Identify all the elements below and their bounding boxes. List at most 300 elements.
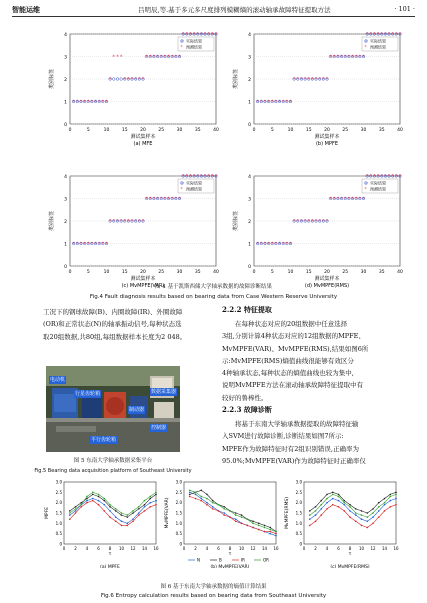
y-tick-label: 2 [64,78,67,83]
predicted-point: * [384,32,387,38]
text-line: 3组,分别计算4种状态对应的12组数据的MPFE、 [222,332,365,341]
data-point [223,508,225,510]
data-point [235,520,237,522]
data-point [389,500,391,502]
predicted-point: * [314,77,318,83]
data-point [235,514,237,516]
predicted-point: * [167,196,170,203]
y-axis-label: 类别标签 [233,68,239,90]
fig5-caption-en: Fig.5 Bearing data acquisition platform of Southeast University [34,468,192,474]
y-axis-label: 类别标签 [49,210,55,232]
data-point [338,506,340,508]
x-axis-label: 测试集样本 [314,134,340,140]
data-point [109,506,111,508]
y-tick-label: 2 [64,220,67,225]
x-axis-label: 测试集样本 [130,276,156,282]
right-paragraph-2 [222,418,390,467]
data-point [98,500,100,502]
data-point [326,502,328,504]
y-tick-label: 4 [64,33,67,38]
data-point [121,514,123,516]
data-point [384,502,386,504]
predicted-point: * [398,174,402,180]
predicted-point: * [351,54,354,61]
data-point [69,512,71,514]
data-point [86,502,88,504]
data-point [80,506,82,508]
predicted-point: * [395,32,398,38]
data-point [320,514,322,516]
right-paragraph-1 [222,318,390,404]
data-point [361,514,363,516]
y-tick-label: 1.5 [295,510,302,516]
y-tick-label: 0.5 [295,531,302,537]
data-point [69,510,71,512]
data-point [189,492,191,494]
y-tick-label: 1.5 [175,510,182,516]
data-point [309,518,311,520]
label-controller: 控制器 [151,425,167,431]
data-point [75,510,77,512]
predicted-point: * [108,77,112,83]
data-point [144,506,146,508]
x-tick-label: 35 [378,128,385,133]
predicted-point: * [119,54,123,61]
data-point [144,504,146,506]
legend-marker-pred: * [364,45,367,51]
predicted-point: * [152,196,156,203]
predicted-point: * [134,77,137,83]
legend-marker-pred: * [364,187,367,193]
data-point [126,523,128,525]
data-point [212,508,214,510]
data-point [69,518,71,520]
legend-label-pred: 预测结果 [186,44,202,50]
data-point [355,512,357,514]
predicted-point: * [211,174,214,180]
y-tick-label: 0 [59,541,62,547]
x-tick-label: 10 [103,270,110,275]
predicted-point: * [369,32,373,38]
predicted-point: * [90,241,94,248]
y-axis-label: 类别标签 [49,68,55,90]
predicted-point: * [274,99,278,106]
data-point [343,510,345,512]
predicted-point: * [322,77,325,83]
fig5-caption-cn: 图 5 东南大学轴承数据采集平台 [73,458,153,464]
data-point [264,527,266,529]
predicted-point: * [189,32,192,38]
label-data-collector: 数据采集器 [151,389,177,395]
text-line: 示:MvMPFE(RMS)熵值曲线很能够有效区分 [222,356,354,365]
x-tick-label: 35 [194,270,201,275]
data-point [235,512,237,514]
predicted-point: * [87,241,90,248]
data-point [189,489,191,491]
legend-label-pred: 预测结果 [186,186,202,192]
data-point [126,514,128,516]
y-tick-label: 1 [64,242,67,248]
x-tick-label: 12 [250,546,256,551]
plot-frame [64,482,156,544]
data-point [138,514,140,516]
predicted-point: * [369,174,373,180]
data-point [189,496,191,498]
predicted-point: * [354,196,358,203]
x-tick-label: 25 [342,128,349,133]
predicted-point: * [87,99,90,106]
predicted-point: * [267,99,270,106]
panel-caption: (c) MvMPFE(VAR) [121,283,165,289]
x-tick-label: 0 [68,128,72,133]
y-tick-label: 1.0 [175,520,182,526]
data-point [384,504,386,506]
predicted-point: * [351,196,354,203]
data-point [132,512,134,514]
predicted-point: * [152,54,156,61]
y-tick-label: 0.5 [175,531,182,537]
data-point [349,506,351,508]
data-point [155,492,157,494]
data-point [326,508,328,510]
fig6-panel-c [282,478,400,568]
x-tick-label: 30 [360,270,367,275]
predicted-point: * [149,196,152,203]
data-point [132,510,134,512]
predicted-point: * [303,77,307,83]
data-point [195,494,197,496]
data-point [138,512,140,514]
data-point [258,525,260,527]
fig6-caption-en: Fig.6 Entropy calculation results based on bearing data from Southeast University [100,593,327,599]
data-point [355,508,357,510]
predicted-point: * [376,174,380,180]
data-point [212,506,214,508]
text-line: 入SVM进行故障诊断,诊断结果如图7所示: [222,432,344,441]
data-point [86,498,88,500]
predicted-point: * [373,174,376,180]
x-tick-label: 14 [141,546,148,551]
predicted-point: * [285,99,289,106]
data-point [132,520,134,522]
y-axis-label: MvMPFE(RMS) [285,497,290,529]
predicted-point: * [138,77,141,83]
fig5-photo [46,366,180,452]
predicted-point: * [207,32,210,38]
data-point [349,516,351,518]
text-line: MvMPFE(VAR)、MvMPFE(RMS),结果如图6所 [222,344,369,353]
panel-caption: (a) MFE [133,141,153,147]
y-tick-label: 2 [248,220,251,225]
predicted-point: * [90,99,94,106]
predicted-point: * [192,32,196,38]
predicted-point: * [358,54,362,61]
y-tick-label: 4 [64,175,67,180]
predicted-point: * [105,99,108,106]
data-point [92,492,94,494]
predicted-point: * [256,99,259,106]
data-point [315,506,317,508]
x-tick-label: 30 [176,270,183,275]
data-point [315,514,317,516]
predicted-point: * [130,77,134,83]
predicted-point: * [211,32,214,38]
data-point [223,512,225,514]
y-tick-label: 0 [248,123,251,128]
y-tick-label: 0 [299,541,302,547]
predicted-point: * [387,174,391,180]
predicted-point: * [260,241,263,248]
x-tick-label: 16 [393,546,399,551]
text-line: 95.0%;MvMPFE(VAR)作为故障特征时正确率仅 [222,456,366,465]
data-point [332,494,334,496]
legend-label: IR [241,557,245,563]
series-line [190,497,276,534]
predicted-point: * [101,241,105,248]
data-point [98,496,100,498]
y-tick-label: 3.0 [295,479,302,485]
data-point [92,500,94,502]
page-header [0,0,427,19]
data-point [206,504,208,506]
fig4-caption-en: Fig.4 Fault diagnosis results based on bearing data from Case Western Reserve University [89,294,338,300]
text-line: 说明MvMPFE方法在滚动轴承故障特征提取中有 [222,381,364,390]
predicted-point: * [200,174,203,180]
x-tick-label: 0 [252,270,256,275]
predicted-point: * [108,219,112,225]
x-tick-label: 8 [348,546,352,551]
data-point [241,523,243,525]
data-point [361,510,363,512]
y-tick-label: 3.0 [55,479,62,485]
data-point [355,514,357,516]
data-point [115,520,117,522]
data-point [80,502,82,504]
data-point [218,504,220,506]
data-point [80,504,82,506]
text-line: 取20组数据,共80组,每组数据样本长度为2 048。 [43,332,187,341]
data-point [264,531,266,533]
x-tick-label: 4 [325,546,329,551]
predicted-point: * [296,77,300,83]
y-tick-label: 3 [248,55,251,61]
x-tick-label: 2 [74,546,77,551]
text-line: (OR)和正常状态(N)的轴承振动信号,每种状态选 [43,320,182,329]
text-line: 4种轴承状态,每种状态的熵值曲线也较为集中, [222,369,354,378]
data-point [384,510,386,512]
data-point [264,525,266,527]
predicted-point: * [318,77,321,83]
x-tick-label: 0 [182,546,186,551]
data-point [338,500,340,502]
predicted-point: * [83,99,86,106]
fig4-panel-b [230,26,410,176]
y-tick-label: 2 [248,78,251,83]
predicted-point: * [181,174,185,180]
y-tick-label: 0 [64,123,67,128]
predicted-point: * [333,54,336,61]
y-tick-label: 0.5 [55,531,62,537]
data-point [309,525,311,527]
predicted-point: * [281,99,285,106]
data-point [315,510,317,512]
x-tick-label: 0 [302,546,306,551]
data-point [309,514,311,516]
predicted-point: * [141,219,145,225]
predicted-point: * [112,219,116,225]
predicted-point: * [112,54,116,61]
x-tick-label: 30 [176,128,183,133]
x-tick-label: 4 [85,546,89,551]
data-point [315,520,317,522]
predicted-point: * [76,241,79,248]
x-tick-label: 10 [287,128,294,133]
predicted-point: * [196,174,199,180]
data-point [86,496,88,498]
predicted-point: * [145,196,148,203]
data-point [269,529,271,531]
data-point [235,518,237,520]
data-point [269,533,271,535]
data-point [103,510,105,512]
data-point [126,516,128,518]
legend-label-pred: 预测结果 [370,44,386,50]
x-tick-label: 15 [305,270,312,275]
data-point [389,506,391,508]
predicted-point: * [336,54,340,61]
data-point [121,512,123,514]
y-tick-label: 0 [64,265,67,270]
x-tick-label: 35 [194,128,201,133]
predicted-point: * [134,219,137,225]
data-point [103,504,105,506]
label-planetary-gearbox: 行星齿轮箱 [75,391,101,397]
x-tick-label: 8 [228,546,232,551]
x-tick-label: 0 [62,546,66,551]
fig6-caption-cn: 图 6 基于东南大学轴承数据的熵值计算结果 [160,584,267,590]
data-point [320,504,322,506]
fig6-panel-a [42,478,160,568]
x-tick-label: 10 [118,546,125,551]
data-point [269,527,271,529]
predicted-point: * [138,219,141,225]
legend-label-actual: 实际结果 [186,38,202,44]
predicted-point: * [387,32,391,38]
x-axis-label: 测试集样本 [314,276,340,282]
data-point [138,508,140,510]
page-number: · 101 · [394,5,415,13]
predicted-point: * [289,241,292,248]
predicted-point: * [329,196,332,203]
x-tick-label: 12 [130,546,136,551]
predicted-point: * [311,77,314,83]
y-tick-label: 3 [64,197,67,203]
data-point [378,506,380,508]
predicted-point: * [307,219,310,225]
predicted-point: * [318,219,321,225]
y-tick-label: 0 [179,541,182,547]
x-axis-label: τ [108,552,112,557]
data-point [115,516,117,518]
data-point [395,492,397,494]
predicted-point: * [340,196,343,203]
y-tick-label: 1.0 [295,520,302,526]
data-point [212,500,214,502]
data-point [241,514,243,516]
data-point [258,523,260,525]
predicted-point: * [83,241,86,248]
data-point [372,523,374,525]
data-point [366,520,368,522]
predicted-point: * [160,54,163,61]
predicted-point: * [163,54,167,61]
data-point [395,498,397,500]
legend-label-actual: 实际结果 [370,180,386,186]
predicted-point: * [167,54,170,61]
label-parallel-gearbox: 平行齿轮箱 [91,437,117,443]
data-point [395,504,397,506]
predicted-point: * [344,54,347,61]
predicted-point: * [79,241,83,248]
x-tick-label: 20 [140,128,146,133]
predicted-point: * [156,54,159,61]
data-point [361,518,363,520]
predicted-point: * [354,54,358,61]
data-point [229,516,231,518]
data-point [155,504,157,506]
predicted-point: * [281,241,285,248]
predicted-point: * [116,54,119,61]
y-tick-label: 1 [248,100,251,106]
data-point [195,498,197,500]
predicted-point: * [362,54,365,61]
data-point [195,492,197,494]
predicted-point: * [200,32,203,38]
data-point [372,512,374,514]
data-point [372,508,374,510]
x-tick-label: 5 [86,128,90,133]
text-line: 在每种状态对应的20组数据中任意选择 [235,320,348,328]
text-line: 工况下的钢球故障(B)、内圈故障(IR)、外圈故障 [43,308,183,316]
x-tick-label: 15 [121,270,128,275]
data-point [258,529,260,531]
data-point [252,523,254,525]
data-point [343,504,345,506]
data-point [355,520,357,522]
x-axis-label: τ [348,552,352,557]
predicted-point: * [380,32,383,38]
data-point [361,525,363,527]
predicted-point: * [116,219,119,225]
predicted-point: * [292,77,296,83]
text-line: 较好的鲁棒性。 [222,393,268,402]
data-point [212,502,214,504]
predicted-point: * [274,241,278,248]
data-point [269,531,271,533]
x-tick-label: 2 [194,546,197,551]
predicted-point: * [185,32,189,38]
predicted-point: * [123,219,126,225]
predicted-point: * [398,32,402,38]
predicted-point: * [94,99,97,106]
y-tick-label: 2.0 [295,500,302,506]
predicted-point: * [72,99,75,106]
label-motor: 电动机 [50,377,66,383]
predicted-point: * [322,219,325,225]
data-point [343,500,345,502]
data-point [155,500,157,502]
y-axis-label: 类别标签 [233,210,239,232]
